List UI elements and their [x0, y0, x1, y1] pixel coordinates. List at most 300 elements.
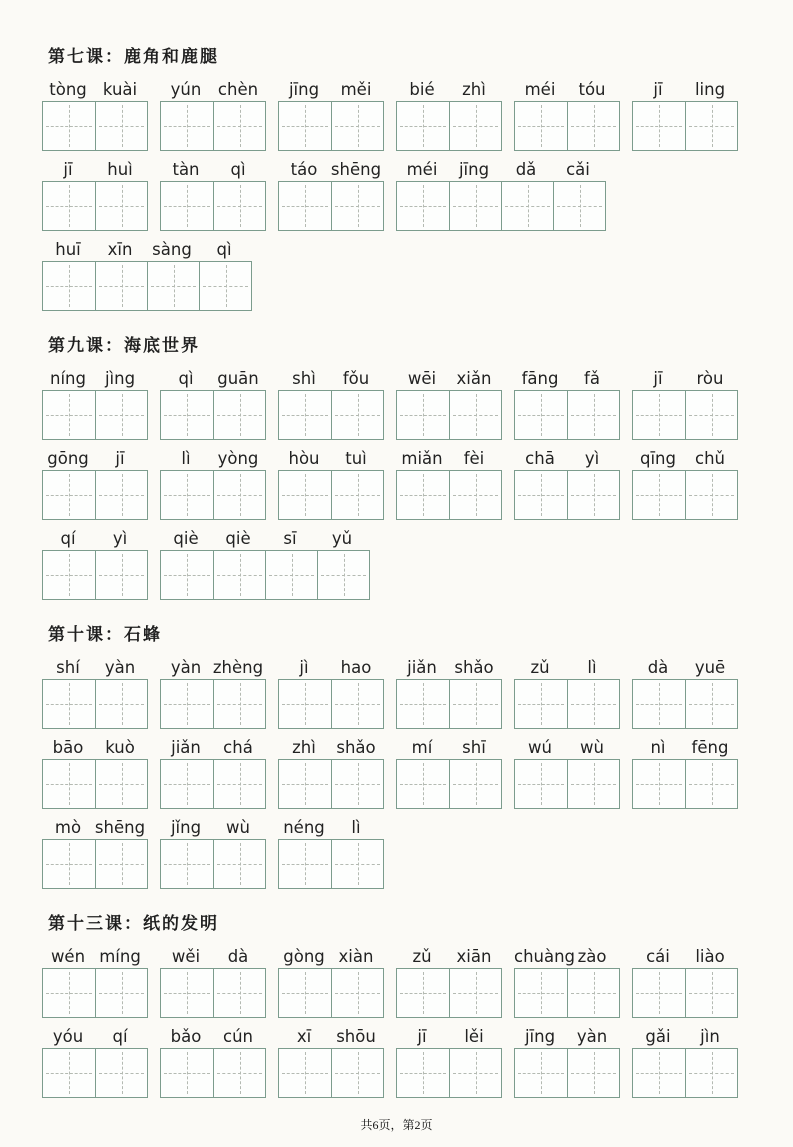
pinyin-syllable: chuàng [514, 947, 576, 966]
practice-cell [147, 262, 199, 310]
word-group [396, 657, 502, 729]
practice-cell [43, 102, 95, 150]
pinyin-syllable: fǒu [342, 369, 370, 388]
practice-grid [160, 101, 266, 151]
practice-grid [42, 679, 148, 729]
pinyin-syllable: cái [646, 947, 670, 966]
pinyin-syllable: jī [653, 369, 663, 388]
pinyin-row [396, 946, 502, 966]
pinyin-syllable: kuài [102, 80, 138, 99]
pinyin-row [160, 159, 266, 179]
practice-cell [161, 471, 213, 519]
practice-grid [632, 1048, 738, 1098]
practice-cell [685, 680, 737, 728]
pinyin-syllable: gǎi [645, 1027, 671, 1046]
practice-grid [278, 839, 384, 889]
practice-cell [331, 680, 383, 728]
pinyin-row [42, 817, 148, 837]
pinyin-row [160, 79, 266, 99]
practice-grid [278, 1048, 384, 1098]
word-group [278, 368, 384, 440]
practice-cell [331, 840, 383, 888]
pinyin-syllable: fǎ [584, 369, 600, 388]
pinyin-row [632, 737, 738, 757]
practice-cell [515, 391, 567, 439]
lesson-section [42, 620, 751, 889]
pinyin-syllable: ròu [696, 369, 724, 388]
pinyin-row [42, 528, 148, 548]
pinyin-syllable: qì [216, 240, 232, 259]
practice-cell [633, 102, 685, 150]
practice-grid [632, 968, 738, 1018]
practice-grid [160, 1048, 266, 1098]
practice-cell [279, 182, 331, 230]
pinyin-syllable: jìng [104, 369, 136, 388]
pinyin-row [396, 657, 502, 677]
practice-grid [42, 759, 148, 809]
word-group [514, 946, 620, 1018]
pinyin-syllable: yún [170, 80, 202, 99]
practice-cell [553, 182, 605, 230]
practice-cell [43, 551, 95, 599]
pinyin-syllable: yàn [170, 658, 202, 677]
word-group [514, 448, 620, 520]
word-group [632, 1026, 738, 1098]
word-row [42, 1026, 751, 1098]
word-group [278, 1026, 384, 1098]
practice-cell [43, 262, 95, 310]
pinyin-syllable: jiǎn [407, 658, 437, 677]
practice-grid [42, 1048, 148, 1098]
pinyin-syllable: wù [580, 738, 604, 757]
pinyin-syllable: zhì [292, 738, 316, 757]
practice-grid [42, 390, 148, 440]
practice-cell [213, 840, 265, 888]
practice-cell [199, 262, 251, 310]
pinyin-row [42, 946, 148, 966]
practice-grid [396, 101, 502, 151]
practice-cell [161, 391, 213, 439]
pinyin-row [160, 737, 266, 757]
pinyin-syllable: qiè [173, 529, 199, 548]
pinyin-syllable: yuē [694, 658, 726, 677]
practice-cell [213, 391, 265, 439]
word-group [396, 946, 502, 1018]
pinyin-syllable: tàn [172, 160, 200, 179]
word-group [160, 448, 266, 520]
practice-cell [279, 391, 331, 439]
word-group [514, 368, 620, 440]
word-group [278, 737, 384, 809]
pinyin-syllable: shǎo [336, 738, 376, 757]
word-group [42, 657, 148, 729]
word-group [278, 448, 384, 520]
practice-grid [396, 390, 502, 440]
pinyin-syllable: yì [112, 529, 128, 548]
pinyin-row [632, 368, 738, 388]
pinyin-syllable: kuò [105, 738, 135, 757]
pinyin-syllable: yàn [576, 1027, 608, 1046]
lesson-section [42, 331, 751, 600]
pinyin-syllable: fāng [521, 369, 559, 388]
practice-cell [43, 1049, 95, 1097]
word-group [160, 657, 266, 729]
practice-cell [43, 471, 95, 519]
practice-cell [397, 969, 449, 1017]
practice-grid [632, 759, 738, 809]
practice-cell [43, 969, 95, 1017]
practice-grid [160, 181, 266, 231]
pinyin-syllable: huī [55, 240, 81, 259]
pinyin-syllable: chā [525, 449, 555, 468]
pinyin-row [396, 737, 502, 757]
practice-cell [213, 760, 265, 808]
pinyin-row [514, 946, 620, 966]
pinyin-syllable: wěi [171, 947, 201, 966]
pinyin-row [278, 1026, 384, 1046]
practice-cell [279, 1049, 331, 1097]
pinyin-row [632, 448, 738, 468]
pinyin-syllable: hòu [288, 449, 320, 468]
practice-grid [514, 470, 620, 520]
pinyin-syllable: lì [181, 449, 191, 468]
word-group [160, 946, 266, 1018]
pinyin-row [42, 657, 148, 677]
word-row [42, 817, 751, 889]
practice-cell [515, 471, 567, 519]
pinyin-syllable: xīn [107, 240, 133, 259]
practice-cell [331, 102, 383, 150]
pinyin-syllable: qì [178, 369, 194, 388]
lesson-section [42, 909, 751, 1098]
pinyin-row [42, 1026, 148, 1046]
practice-grid [42, 181, 148, 231]
pinyin-row [278, 79, 384, 99]
practice-cell [567, 1049, 619, 1097]
practice-grid [514, 1048, 620, 1098]
pinyin-row [278, 946, 384, 966]
pinyin-syllable: xiàn [338, 947, 374, 966]
word-group [514, 1026, 620, 1098]
pinyin-syllable: qí [112, 1027, 128, 1046]
practice-cell [567, 391, 619, 439]
practice-cell [43, 760, 95, 808]
pinyin-row [514, 1026, 620, 1046]
practice-grid [396, 470, 502, 520]
pinyin-syllable: jì [299, 658, 309, 677]
pinyin-syllable: nì [650, 738, 666, 757]
word-group [42, 1026, 148, 1098]
practice-cell [213, 969, 265, 1017]
pinyin-syllable: wēi [407, 369, 437, 388]
pinyin-syllable: wù [226, 818, 250, 837]
word-group [160, 528, 370, 600]
practice-cell [515, 680, 567, 728]
practice-cell [213, 182, 265, 230]
pinyin-syllable: měi [340, 80, 372, 99]
pinyin-syllable: dà [647, 658, 669, 677]
practice-cell [161, 551, 213, 599]
word-group [42, 817, 148, 889]
word-group [632, 946, 738, 1018]
page-number-footer: 共6页，第2页 [360, 1118, 433, 1132]
practice-cell [685, 969, 737, 1017]
practice-grid [396, 181, 606, 231]
practice-grid [160, 839, 266, 889]
practice-cell [397, 391, 449, 439]
pinyin-syllable: zhèng [212, 658, 264, 677]
pinyin-syllable: xiǎn [456, 369, 492, 388]
practice-grid [278, 470, 384, 520]
pinyin-row [160, 368, 266, 388]
practice-cell [449, 1049, 501, 1097]
worksheet-body [42, 42, 751, 1106]
practice-grid [514, 101, 620, 151]
word-group [632, 737, 738, 809]
pinyin-row [632, 946, 738, 966]
practice-cell [449, 102, 501, 150]
word-group [632, 657, 738, 729]
pinyin-syllable: dà [227, 947, 249, 966]
practice-cell [633, 471, 685, 519]
practice-cell [567, 102, 619, 150]
practice-cell [161, 840, 213, 888]
practice-cell [331, 471, 383, 519]
word-row [42, 239, 751, 311]
pinyin-syllable: fēng [691, 738, 729, 757]
word-row [42, 737, 751, 809]
word-row [42, 946, 751, 1018]
practice-cell [633, 1049, 685, 1097]
practice-cell [331, 182, 383, 230]
pinyin-row [42, 239, 252, 259]
pinyin-syllable: lì [587, 658, 597, 677]
pinyin-row [160, 657, 266, 677]
practice-cell [397, 1049, 449, 1097]
practice-cell [95, 262, 147, 310]
pinyin-syllable: miǎn [401, 449, 443, 468]
word-group [160, 817, 266, 889]
practice-cell [515, 760, 567, 808]
pinyin-syllable: qí [60, 529, 76, 548]
practice-grid [278, 101, 384, 151]
word-group [396, 159, 606, 231]
pinyin-syllable: xī [296, 1027, 312, 1046]
word-group [278, 817, 384, 889]
word-group [632, 79, 738, 151]
practice-cell [685, 760, 737, 808]
practice-cell [213, 471, 265, 519]
pinyin-syllable: cǎi [566, 160, 590, 179]
pinyin-syllable: zhì [462, 80, 486, 99]
practice-grid [42, 101, 148, 151]
pinyin-syllable: tóu [578, 80, 606, 99]
word-group [42, 946, 148, 1018]
practice-cell [397, 182, 449, 230]
section-title: 第七课：鹿角和鹿腿 [48, 47, 219, 66]
practice-grid [160, 759, 266, 809]
pinyin-syllable: yàn [104, 658, 136, 677]
section-title: 第十课：石蜂 [48, 625, 162, 644]
word-group [160, 1026, 266, 1098]
practice-cell [161, 760, 213, 808]
practice-cell [43, 840, 95, 888]
practice-cell [95, 551, 147, 599]
pinyin-row [278, 817, 384, 837]
word-group [160, 159, 266, 231]
section-title: 第十三课：纸的发明 [48, 914, 219, 933]
practice-grid [632, 470, 738, 520]
practice-grid [278, 390, 384, 440]
pinyin-syllable: zǔ [412, 947, 432, 966]
practice-grid [396, 1048, 502, 1098]
practice-cell [95, 102, 147, 150]
pinyin-syllable: néng [283, 818, 325, 837]
pinyin-syllable: jīng [288, 80, 320, 99]
pinyin-syllable: jīng [524, 1027, 556, 1046]
pinyin-syllable: wú [528, 738, 552, 757]
pinyin-row [514, 657, 620, 677]
practice-grid [42, 261, 252, 311]
pinyin-syllable: guān [217, 369, 259, 388]
practice-cell [685, 471, 737, 519]
pinyin-row [396, 79, 502, 99]
practice-cell [95, 760, 147, 808]
pinyin-row [42, 159, 148, 179]
pinyin-syllable: lì [351, 818, 361, 837]
practice-grid [396, 679, 502, 729]
word-group [42, 737, 148, 809]
practice-cell [567, 969, 619, 1017]
pinyin-row [632, 657, 738, 677]
practice-grid [278, 679, 384, 729]
word-group [514, 657, 620, 729]
practice-grid [514, 390, 620, 440]
pinyin-syllable: jī [115, 449, 125, 468]
practice-cell [633, 680, 685, 728]
word-row [42, 368, 751, 440]
practice-grid [632, 679, 738, 729]
practice-cell [515, 969, 567, 1017]
practice-cell [43, 391, 95, 439]
practice-cell [279, 840, 331, 888]
pinyin-syllable: jī [63, 160, 73, 179]
lesson-section [42, 42, 751, 311]
pinyin-row [632, 1026, 738, 1046]
pinyin-syllable: shī [462, 738, 486, 757]
practice-cell [685, 391, 737, 439]
practice-grid [278, 181, 384, 231]
pinyin-syllable: yóu [52, 1027, 84, 1046]
word-group [42, 79, 148, 151]
pinyin-syllable: sàng [152, 240, 192, 259]
practice-cell [515, 102, 567, 150]
practice-cell [397, 471, 449, 519]
pinyin-syllable: mò [54, 818, 82, 837]
pinyin-row [278, 448, 384, 468]
word-group [396, 1026, 502, 1098]
word-group [42, 448, 148, 520]
word-group [42, 239, 252, 311]
practice-cell [331, 760, 383, 808]
pinyin-row [514, 368, 620, 388]
practice-cell [95, 969, 147, 1017]
practice-grid [42, 968, 148, 1018]
practice-cell [685, 102, 737, 150]
pinyin-syllable: jī [417, 1027, 427, 1046]
practice-cell [161, 1049, 213, 1097]
practice-cell [95, 1049, 147, 1097]
pinyin-syllable: wén [50, 947, 86, 966]
practice-cell [95, 471, 147, 519]
practice-grid [160, 390, 266, 440]
practice-grid [514, 679, 620, 729]
word-row [42, 657, 751, 729]
pinyin-syllable: níng [50, 369, 86, 388]
practice-cell [161, 102, 213, 150]
practice-cell [279, 760, 331, 808]
pinyin-row [632, 79, 738, 99]
pinyin-syllable: yòng [217, 449, 259, 468]
word-group [396, 737, 502, 809]
practice-grid [278, 759, 384, 809]
pinyin-syllable: jīng [458, 160, 490, 179]
pinyin-syllable: míng [99, 947, 141, 966]
practice-cell [567, 760, 619, 808]
pinyin-syllable: táo [290, 160, 318, 179]
practice-cell [279, 471, 331, 519]
pinyin-syllable: hao [340, 658, 372, 677]
pinyin-row [514, 79, 620, 99]
pinyin-row [514, 737, 620, 757]
pinyin-syllable: gòng [283, 947, 325, 966]
word-row [42, 528, 751, 600]
pinyin-syllable: zào [577, 947, 607, 966]
practice-cell [331, 1049, 383, 1097]
pinyin-syllable: shǎo [454, 658, 494, 677]
pinyin-syllable: qì [230, 160, 246, 179]
pinyin-syllable: liào [695, 947, 725, 966]
practice-cell [397, 102, 449, 150]
practice-cell [685, 1049, 737, 1097]
practice-cell [449, 182, 501, 230]
pinyin-row [160, 528, 370, 548]
practice-cell [515, 1049, 567, 1097]
practice-cell [95, 680, 147, 728]
word-group [396, 368, 502, 440]
pinyin-row [160, 817, 266, 837]
pinyin-row [396, 159, 606, 179]
word-group [396, 79, 502, 151]
pinyin-syllable: qiè [225, 529, 251, 548]
pinyin-row [160, 1026, 266, 1046]
pinyin-syllable: bié [409, 80, 435, 99]
pinyin-row [396, 368, 502, 388]
pinyin-syllable: huì [107, 160, 133, 179]
word-group [278, 657, 384, 729]
pinyin-syllable: jǐng [170, 818, 202, 837]
pinyin-syllable: shēng [330, 160, 382, 179]
practice-grid [42, 470, 148, 520]
practice-cell [95, 840, 147, 888]
practice-grid [514, 968, 620, 1018]
practice-cell [397, 680, 449, 728]
section-title: 第九课：海底世界 [48, 336, 200, 355]
word-group [42, 368, 148, 440]
practice-cell [633, 760, 685, 808]
practice-grid [514, 759, 620, 809]
practice-cell [633, 969, 685, 1017]
